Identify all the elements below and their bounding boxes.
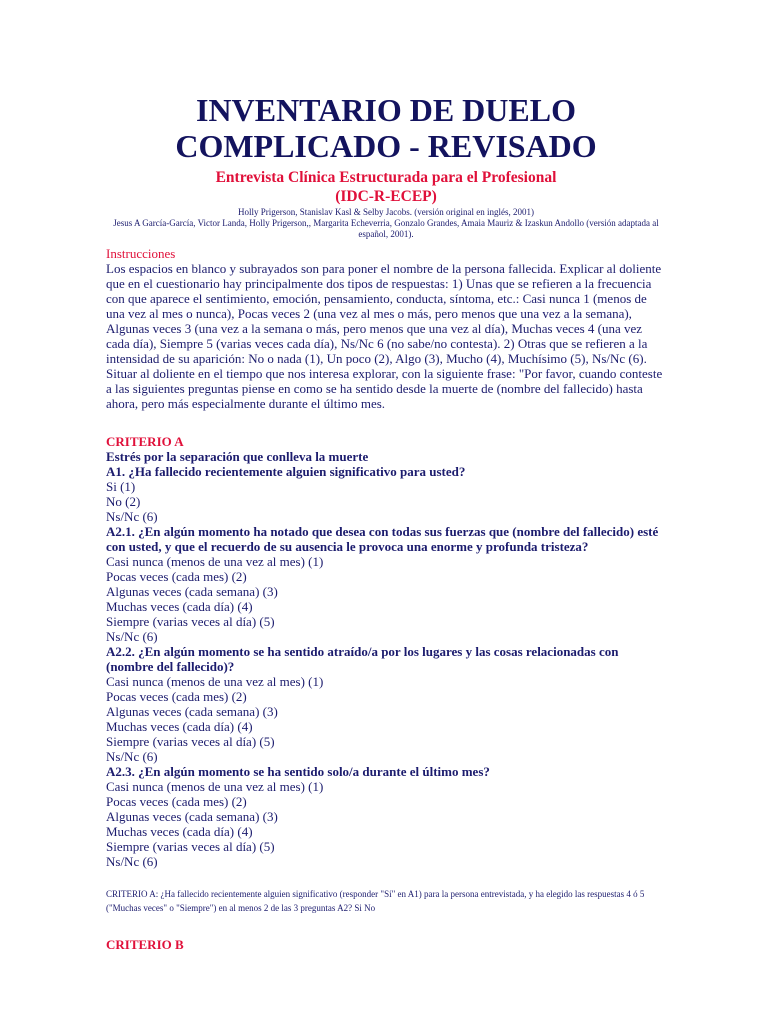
a23-option: Siempre (varias veces al día) (5) bbox=[106, 839, 275, 854]
authors-line-1: Holly Prigerson, Stanislav Kasl & Selby Jacobs. (versión original en inglés, 2001) bbox=[238, 207, 534, 217]
criterio-b-heading: CRITERIO B bbox=[106, 937, 184, 952]
document-page bbox=[106, 92, 666, 952]
a23-option: Algunas veces (cada semana) (3) bbox=[106, 809, 278, 824]
a22-option: Siempre (varias veces al día) (5) bbox=[106, 734, 275, 749]
subtitle-line-2: (IDC-R-ECEP) bbox=[335, 188, 437, 205]
a21-option: Pocas veces (cada mes) (2) bbox=[106, 569, 247, 584]
question-a2-2: A2.2. ¿En algún momento se ha sentido atraído/a por los lugares y las cosas relacionadas con (nombre del fallecido)? bbox=[106, 644, 619, 674]
a21-option: Siempre (varias veces al día) (5) bbox=[106, 614, 275, 629]
question-a2-3: A2.3. ¿En algún momento se ha sentido solo/a durante el último mes? bbox=[106, 764, 490, 779]
a23-option: Muchas veces (cada día) (4) bbox=[106, 824, 253, 839]
a1-option: No (2) bbox=[106, 494, 141, 509]
a22-option: Ns/Nc (6) bbox=[106, 749, 158, 764]
instructions-text: Los espacios en blanco y subrayados son para poner el nombre de la persona fallecida. Explicar al doliente que en el cuestionario hay principalmente dos tipos de respuestas: 1) Unas que se refieren a la frecuencia con que aparece el sentimiento, emoción, pensamiento, conducta, síntoma, etc.: Casi nunca 1 (menos de una vez al mes o nunca), Pocas veces 2 (una vez al mes o más, pero menos que una vez a la semana), Algunas veces 3 (una vez a la semana o más, pero menos que una vez al día), Muchas veces 4 (una vez cada día), Siempre 5 (varias veces cada día), Ns/Nc 6 (no sabe/no contesta). 2) Otras que se refieren a la intensidad de su aparición: No o nada (1), Un poco (2), Algo (3), Mucho (4), Muchísimo (5), Ns/Nc (6). Situar al doliente en el tiempo que nos interesa explorar, con la siguiente frase: "Por favor, cuando conteste a las siguientes preguntas piense en como se ha sentido desde la muerte de (nombre del fallecido) hasta ahora, pero más especialmente durante el último mes. bbox=[106, 261, 663, 411]
a23-option: Ns/Nc (6) bbox=[106, 854, 158, 869]
a22-option: Pocas veces (cada mes) (2) bbox=[106, 689, 247, 704]
a22-option: Casi nunca (menos de una vez al mes) (1) bbox=[106, 674, 324, 689]
title-line-1: INVENTARIO DE DUELO bbox=[196, 92, 576, 128]
criterio-a-heading: CRITERIO A bbox=[106, 434, 184, 449]
a21-option: Ns/Nc (6) bbox=[106, 629, 158, 644]
a21-option: Casi nunca (menos de una vez al mes) (1) bbox=[106, 554, 324, 569]
document-title bbox=[106, 92, 666, 164]
authors-line-2: Jesus A García-García, Victor Landa, Holly Prigerson,, Margarita Echeverria, Gonzalo Grandes, Amaia Mauriz & Izaskun Andollo (versión adaptada al español, 2001). bbox=[113, 218, 659, 239]
criterio-a-subheading: Estrés por la separación que conlleva la muerte bbox=[106, 449, 369, 464]
a21-option: Algunas veces (cada semana) (3) bbox=[106, 584, 278, 599]
question-a2-1: A2.1. ¿En algún momento ha notado que desea con todas sus fuerzas que (nombre del fallecido) esté con usted, y que el recuerdo de su ausencia le provoca una enorme y profunda tristeza? bbox=[106, 524, 659, 554]
a23-option: Pocas veces (cada mes) (2) bbox=[106, 794, 247, 809]
a22-option: Muchas veces (cada día) (4) bbox=[106, 719, 253, 734]
a1-option: Si (1) bbox=[106, 479, 136, 494]
subtitle-line-1: Entrevista Clínica Estructurada para el Profesional bbox=[215, 169, 557, 186]
question-a1: A1. ¿Ha fallecido recientemente alguien significativo para usted? bbox=[106, 464, 466, 479]
a22-option: Algunas veces (cada semana) (3) bbox=[106, 704, 278, 719]
a21-option: Muchas veces (cada día) (4) bbox=[106, 599, 253, 614]
title-line-2: COMPLICADO - REVISADO bbox=[175, 128, 597, 164]
document-subtitle bbox=[106, 168, 666, 206]
criterio-a-note: CRITERIO A: ¿Ha fallecido recientemente alguien significativo (responder "Sí" en A1) para la persona entrevistada, y ha elegido las respuestas 4 ó 5 ("Muchas veces" o "Siempre") en al menos 2 de las 3 preguntas A2? Si No bbox=[106, 889, 645, 913]
a23-option: Casi nunca (menos de una vez al mes) (1) bbox=[106, 779, 324, 794]
a1-option: Ns/Nc (6) bbox=[106, 509, 158, 524]
authors-block bbox=[106, 207, 666, 240]
instructions-heading: Instrucciones bbox=[106, 246, 176, 261]
